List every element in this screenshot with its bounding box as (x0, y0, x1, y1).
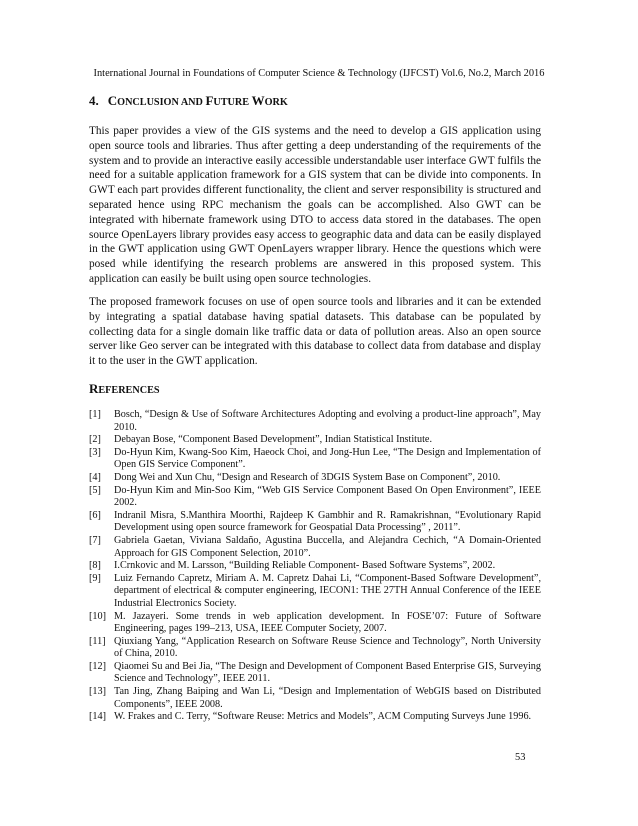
title-part: ORK (264, 97, 288, 108)
running-header: International Journal in Foundations of Computer Science & Technology (IJFCST) Vol.6, No.2, March 2016 (93, 68, 545, 79)
section-number: 4. (89, 93, 99, 108)
reference-number: [4] (89, 471, 101, 483)
reference-text: Tan Jing, Zhang Baiping and Wan Li, “Design and Implementation of WebGIS based on Distributed Components”, IEEE 2008. (114, 686, 541, 710)
reference-item (89, 434, 541, 447)
reference-item (89, 535, 541, 560)
reference-number: [6] (89, 509, 101, 521)
reference-item (89, 611, 541, 636)
reference-text: Debayan Bose, “Component Based Development”, Indian Statistical Institute. (114, 434, 433, 446)
reference-text: Qiuxiang Yang, “Application Research on Software Reuse Science and Technology”, North University of China, 2010. (114, 635, 541, 660)
reference-number: [14] (89, 711, 106, 723)
reference-text: Indranil Misra, S.Manthira Moorthi, Rajdeep K Gambhir and R. Ramakrishnan, “Evolutionary Rapid Development using open source framework for Geospatial Data Processing” , 2011”. (114, 509, 541, 534)
title-part: UTURE (213, 97, 252, 108)
reference-text: Do-Hyun Kim, Kwang-Soo Kim, Haeock Choi, and Jong-Hun Lee, “The Design and Implementation of Open GIS Service Component”. (114, 446, 541, 471)
reference-number: [2] (89, 434, 101, 446)
reference-number: [9] (89, 572, 101, 584)
reference-item (89, 711, 541, 724)
section-title-conclusion (89, 93, 288, 111)
title-part: C (107, 93, 118, 108)
title-part: F (205, 93, 214, 108)
reference-item (89, 447, 541, 472)
reference-item (89, 636, 541, 661)
reference-number: [11] (89, 635, 106, 647)
title-part: R (89, 381, 99, 396)
reference-item (89, 409, 541, 434)
reference-text: Luiz Fernando Capretz, Miriam A. M. Capretz Dahai Li, “Component-Based Software Development”, department of electrical & computer engineering, IECON1: THE 27TH Annual Conference of the IEEE Industrial Electronics Society. (114, 572, 541, 609)
reference-item (89, 560, 541, 573)
page-number: 53 (515, 752, 526, 763)
reference-number: [3] (89, 446, 101, 458)
title-part: EFERENCES (98, 385, 160, 396)
reference-number: [8] (89, 560, 101, 572)
reference-item (89, 661, 541, 686)
reference-text: I.Crnkovic and M. Larsson, “Building Reliable Component- Based Software Systems”, 2002. (114, 560, 496, 572)
conclusion-paragraph-2: The proposed framework focuses on use of open source tools and libraries and it can be extended by integrating a spatial database having spatial datasets. This database can be populated by collecting data for a single domain like traffic data or data of pollution areas. Also an open source server like Geo server can be integrated with this database to collect data from database and display it to the user in the GWT application. (89, 296, 541, 368)
section-title-references (89, 381, 160, 399)
reference-text: Dong Wei and Xun Chu, “Design and Research of 3DGIS System Base on Component”, 2010. (114, 471, 501, 483)
conclusion-paragraph-1: This paper provides a view of the GIS systems and the need to develop a GIS application using open source tools and libraries. Thus after getting a deep understanding of the requirements of the system and to provide an interactive easily accessible understandable user interface GWT fulfils the need for a suitable application framework for a GIS system that can be divide into components. In GWT each part provides different functionality, the client and server responsibility is structured and separated hence using RPC mechanism the goals can be accomplished. Also GWT can be integrated with hibernate framework using DTO to access data stored in the databases. The open source OpenLayers library provides easy access to geographic data and data can be easily displayed in the GWT application using GWT OpenLayers wrapper library. Hence the questions which were posed while identifying the research problems are answered in this proposed system. This application can easily be built using open source technologies. (89, 125, 541, 285)
reference-text: Gabriela Gaetan, Viviana Saldaño, Agustina Buccella, and Alejandra Cechich, “A Domain-Oriented Approach for GIS Component Selection, 2010”. (114, 534, 541, 559)
reference-number: [1] (89, 409, 101, 420)
reference-text: Bosch, “Design & Use of Software Architectures Adopting and evolving a product-line approach”, May 2010. (114, 409, 541, 433)
reference-text: W. Frakes and C. Terry, “Software Reuse: Metrics and Models”, ACM Computing Surveys June 1996. (114, 711, 532, 723)
reference-list (89, 409, 541, 724)
reference-item (89, 485, 541, 510)
reference-number: [12] (89, 660, 106, 672)
reference-number: [7] (89, 534, 101, 546)
reference-text: Qiaomei Su and Bei Jia, “The Design and Development of Component Based Enterprise GIS, Surveying Science and Technology”, IEEE 2011. (114, 660, 541, 685)
reference-number: [5] (89, 484, 101, 496)
title-part: W (251, 93, 265, 108)
title-part: ONCLUSION AND (117, 97, 206, 108)
reference-text: M. Jazayeri. Some trends in web application development. In FOSE’07: Future of Software Engineering, pages 199–213, USA, IEEE Computer Society, 2007. (114, 610, 541, 635)
reference-number: [10] (89, 610, 106, 622)
reference-item (89, 686, 541, 711)
reference-text: Do-Hyun Kim and Min-Soo Kim, “Web GIS Service Component Based On Open Environment”, IEEE 2002. (114, 484, 541, 509)
reference-item (89, 573, 541, 611)
reference-item (89, 472, 541, 485)
reference-item (89, 510, 541, 535)
reference-number: [13] (89, 686, 106, 698)
